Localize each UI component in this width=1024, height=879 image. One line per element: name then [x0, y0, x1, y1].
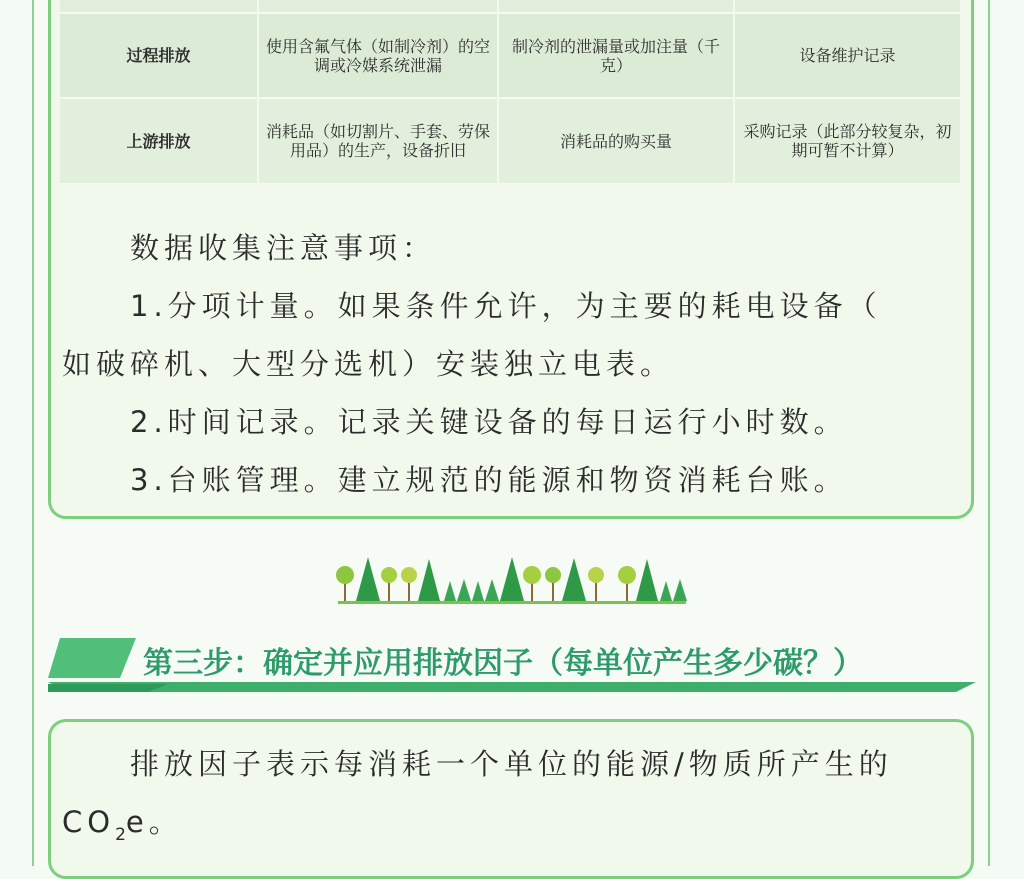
notes-item-1-line-2: 如破碎机、大型分选机）安装独立电表。: [62, 347, 675, 381]
notes-heading: 数据收集注意事项：: [130, 231, 437, 265]
step-3-text-line-2: [62, 800, 183, 845]
table-cell-data: [499, 0, 735, 14]
step-3-text-line-1: 排放因子表示每消耗一个单位的能源/物质所产生的: [130, 747, 893, 781]
notes-item-2: 2.时间记录。记录关键设备的每日运行小时数。: [130, 405, 848, 439]
table-row: [60, 0, 960, 14]
notes-item-1-line-1: 1.分项计量。如果条件允许，为主要的耗电设备（: [130, 289, 882, 323]
table-row: [60, 99, 960, 185]
table-cell-source: 使用含氟气体（如制冷剂）的空调或冷媒系统泄漏: [259, 14, 499, 99]
table-cell-source: [259, 0, 499, 14]
co2e-suffix: e。: [125, 805, 183, 839]
co2e-prefix: CO: [62, 805, 116, 839]
co2e-subscript: 2: [115, 825, 126, 845]
table-cell-record: [735, 0, 960, 14]
table-cell-record: 设备维护记录: [735, 14, 960, 99]
table-cell-category: [60, 0, 259, 14]
table-row: [60, 14, 960, 99]
table-cell-source: 消耗品（如切割片、手套、劳保用品）的生产，设备折旧: [259, 99, 499, 185]
emissions-table: [60, 0, 960, 185]
table-cell-data: 消耗品的购买量: [499, 99, 735, 185]
table-cell-category: 上游排放: [60, 99, 259, 185]
table-cell-category: 过程排放: [60, 14, 259, 99]
table-cell-record: 采购记录（此部分较复杂，初期可暂不计算）: [735, 99, 960, 185]
trees-divider-icon: [334, 555, 690, 609]
step-3-title: 第三步：确定并应用排放因子（每单位产生多少碳？）: [143, 646, 863, 681]
notes-item-3: 3.台账管理。建立规范的能源和物资消耗台账。: [130, 463, 848, 497]
table-cell-data: 制冷剂的泄漏量或加注量（千克）: [499, 14, 735, 99]
